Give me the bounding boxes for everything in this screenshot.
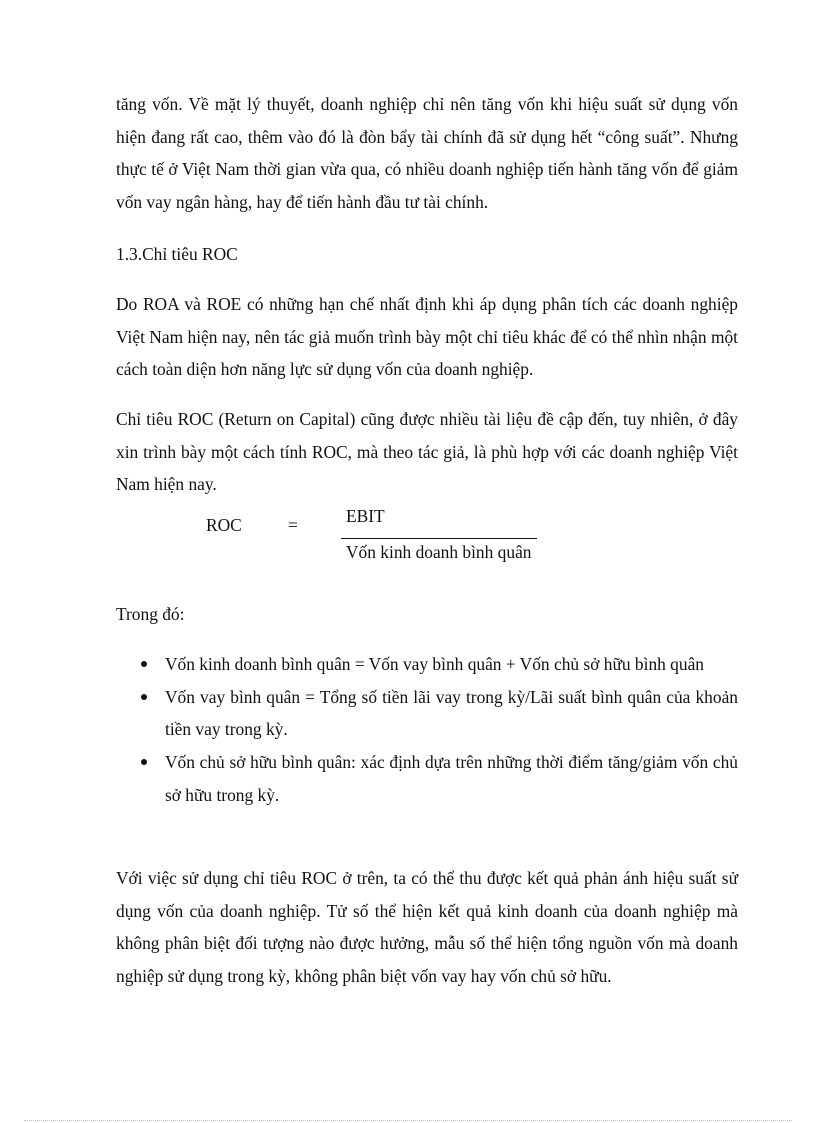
list-item xyxy=(116,746,738,811)
list-item-text: Vốn kinh doanh bình quân = Vốn vay bình quân + Vốn chủ sở hữu bình quân xyxy=(165,654,704,674)
formula-lhs: ROC xyxy=(206,515,242,535)
paragraph-roa-roe-limits: Do ROA và ROE có những hạn chế nhất định khi áp dụng phân tích các doanh nghiệp Việt Nam hiện nay, nên tác giả muốn trình bày một chỉ tiêu khác để có thể nhìn nhận một cách toàn diện hơn năng lực sử dụng vốn của doanh nghiệp. xyxy=(116,294,738,380)
paragraph-roc-definition: Chỉ tiêu ROC (Return on Capital) cũng được nhiều tài liệu đề cập đến, tuy nhiên, ở đây xin trình bày một cách tính ROC, mà theo tác giả, là phù hợp với các doanh nghiệp Việt Nam hiện nay. xyxy=(116,409,738,495)
formula-equals-sign: = xyxy=(288,515,298,535)
list-item xyxy=(116,648,738,681)
list-item-text: Vốn chủ sở hữu bình quân: xác định dựa trên những thời điểm tăng/giảm vốn chủ sở hữu trong kỳ. xyxy=(165,752,738,805)
bullet-icon xyxy=(141,759,147,765)
page-bottom-border xyxy=(24,1120,792,1121)
paragraph-roc-interpretation: Với việc sử dụng chỉ tiêu ROC ở trên, ta có thể thu được kết quả phản ánh hiệu suất sử dụng vốn của doanh nghiệp. Tử số thể hiện kết quả kinh doanh của doanh nghiệp mà không phân biệt đối tượng nào được hưởng, mẫu số thể hiện tổng nguồn vốn mà doanh nghiệp sử dụng trong kỳ, không phân biệt vốn vay hay vốn chủ sở hữu. xyxy=(116,868,738,987)
definitions-list xyxy=(116,648,738,812)
bullet-icon xyxy=(141,694,147,700)
formula-denominator: Vốn kinh doanh bình quân xyxy=(346,542,532,562)
where-label: Trong đó: xyxy=(116,604,185,624)
formula-numerator: EBIT xyxy=(346,506,385,526)
list-item xyxy=(116,681,738,746)
bullet-icon xyxy=(141,661,147,667)
paragraph-capital-increase: tăng vốn. Về mặt lý thuyết, doanh nghiệp chỉ nên tăng vốn khi hiệu suất sử dụng vốn hiện đang rất cao, thêm vào đó là đòn bẩy tài chính đã sử dụng hết “công suất”. Nhưng thực tế ở Việt Nam thời gian vừa qua, có nhiều doanh nghiệp tiến hành tăng vốn để giảm vốn vay ngân hàng, hay để tiến hành đầu tư tài chính. xyxy=(116,94,738,213)
roc-formula xyxy=(116,503,738,599)
section-heading-roc: 1.3.Chỉ tiêu ROC xyxy=(116,244,238,264)
list-item-text: Vốn vay bình quân = Tổng số tiền lãi vay trong kỳ/Lãi suất bình quân của khoản tiền vay trong kỳ. xyxy=(165,686,738,740)
